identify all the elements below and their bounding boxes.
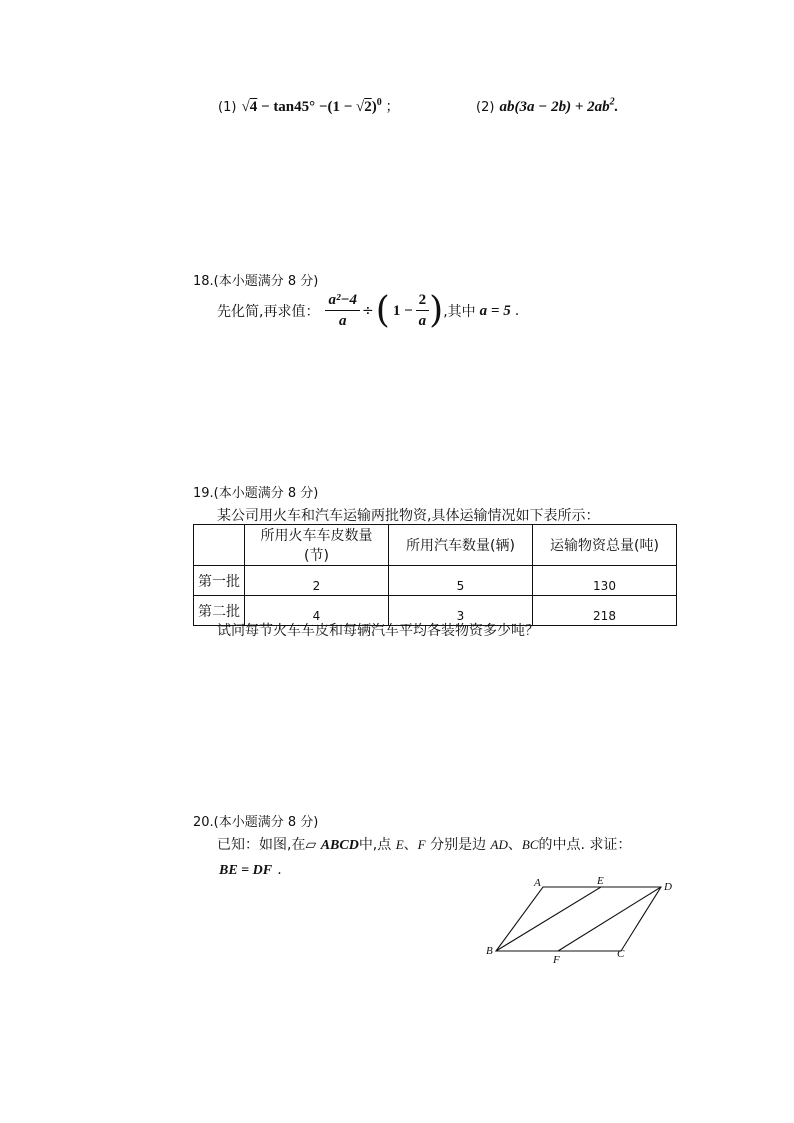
q20-known [217,834,631,854]
label-b: B [486,945,493,957]
q20-heading: 20.(本小题满分 8 分) [193,815,319,830]
zero-exponent: 0 [376,97,382,108]
label-a: A [534,877,541,889]
segment-be [496,887,601,951]
label-c: C [617,948,625,960]
table-header-cell [194,525,245,566]
transport-table [193,524,677,626]
parallelogram-diagram [480,872,680,968]
tan-term: tan45° [273,99,316,115]
q20-known-part-1: 已知：如图,在 [217,837,306,853]
q20-shape-name: ABCD [320,838,359,853]
q17-part1-expression: $√4 - \tan 45^\circ -(1 - √2)^0$ [241,97,382,115]
q19-question: 试问每节火车车皮和每辆汽车平均各装物资多少吨？ [217,623,539,639]
q17-part2-exponent: 2 [609,96,615,108]
table-cell: 218 [533,596,677,626]
q20-prove [219,859,282,879]
q17-part2-label: (2) [476,100,495,115]
q18-one-minus: 1 − [392,302,413,319]
q18-fraction-2-denominator: a [418,313,427,329]
q20-known-part-4: 的中点. 求证： [538,837,632,853]
q19-intro: 某公司用火车和汽车运输两批物资,具体运输情况如下表所示： [217,508,600,524]
q17-part1-end: ； [385,99,400,115]
q17-part2-end: . [614,99,619,115]
table-cell: 5 [389,566,533,596]
q20-side-bc: BC [521,837,539,852]
table-header-row [194,525,677,566]
q20-prove-end: . [277,862,282,878]
q18-fraction-1-numerator: a²−4 [325,291,360,311]
table-cell: 130 [533,566,677,596]
q17-part1-label: (1) [218,100,237,115]
label-f: F [553,954,560,966]
q18-fraction-1 [325,291,360,331]
q18-divide-sign: ÷ [362,303,374,319]
q20-sep-1: 、 [403,837,418,853]
q20-sep-2: 、 [507,837,522,853]
q17-part2-expression: ab(3a − 2b) + 2ab [499,99,610,115]
table-header-cell: 所用火车车皮数量(节) [245,525,389,566]
parallelogram-symbol: ▱ [305,837,317,853]
label-d: D [664,881,672,893]
q18-heading: 18.(本小题满分 8 分) [193,274,319,289]
q18-condition: a = 5 [479,302,511,319]
table-cell: 2 [245,566,389,596]
q18-prompt: 先化简,再求值： [217,304,320,320]
q20-point-e: E [395,837,404,852]
table-header-cell: 运输物资总量(吨) [533,525,677,566]
parallelogram-abcd [496,887,661,951]
q18-fraction-1-denominator: a [339,313,347,329]
q18-right-paren: ) [429,290,444,331]
q20-known-part-3: 分别是边 [430,837,487,853]
label-e: E [597,875,604,887]
table-row-label: 第二批 [194,596,245,626]
q20-prove-statement: BE = DF [219,863,273,878]
table-header-cell: 所用汽车数量(辆) [389,525,533,566]
q19-heading: 19.(本小题满分 8 分) [193,486,319,501]
table-cell: 3 [389,596,533,626]
q18-fraction-2 [416,291,430,331]
q17-part2 [476,96,618,116]
table-row [194,566,677,596]
q20-side-ad: AD [490,837,508,852]
q20-point-f: F [417,837,426,852]
q20-known-part-2: 中,点 [358,837,392,853]
segment-df [558,887,661,951]
table-row-label: 第一批 [194,566,245,596]
q18-left-paren: ( [375,290,390,331]
q18-body [217,290,519,332]
q18-tail-end: . [514,303,520,319]
q17-part1 [218,96,399,116]
q18-tail-text: ,其中 [443,304,476,320]
q18-fraction-2-numerator: 2 [416,291,430,311]
table-cell: 4 [245,596,389,626]
sqrt-4: √4 [241,99,258,115]
